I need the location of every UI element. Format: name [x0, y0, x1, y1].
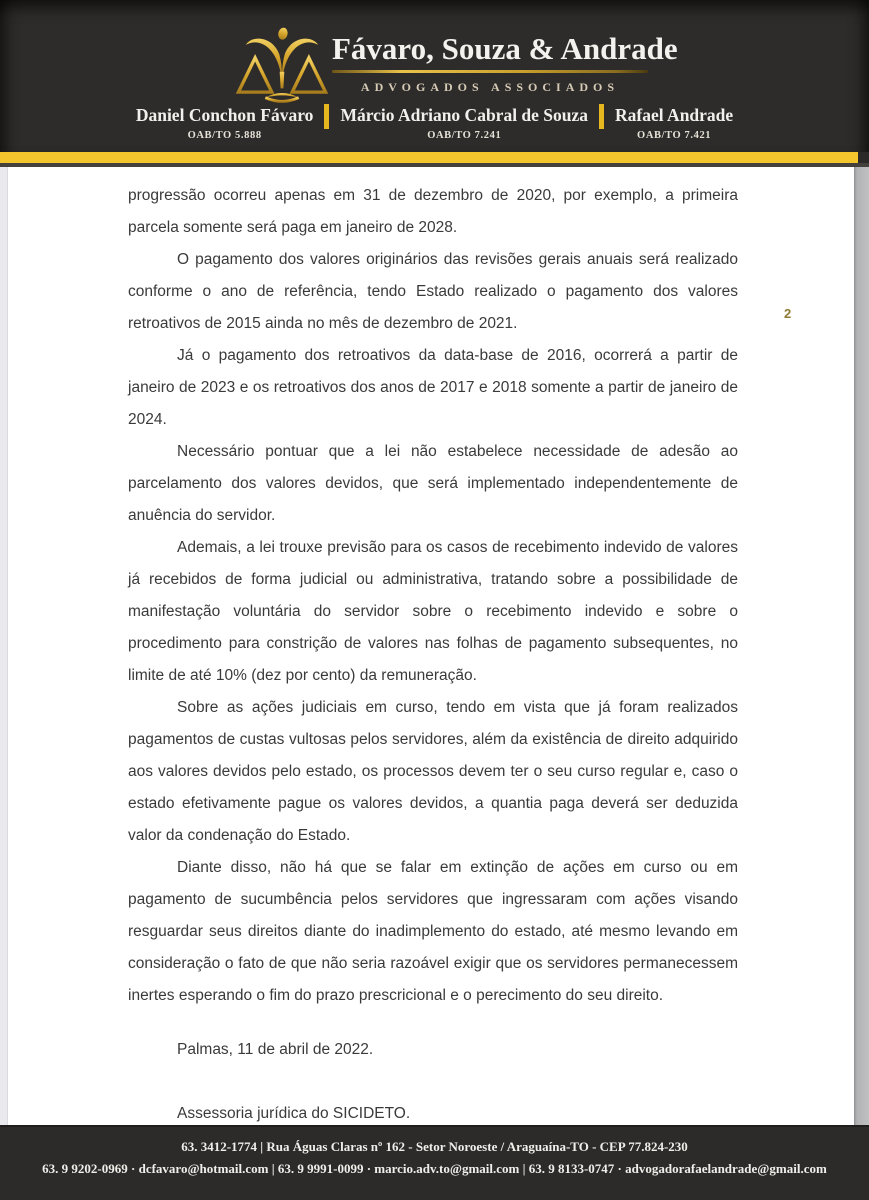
gold-divider [332, 70, 648, 73]
lawyer-oab: OAB/TO 5.888 [187, 130, 262, 141]
lawyer-oab: OAB/TO 7.241 [427, 130, 502, 141]
gold-stripe [0, 152, 869, 163]
lawyer-block [125, 103, 325, 144]
page-left-edge [0, 167, 8, 1125]
page-number: 2 [784, 306, 792, 321]
signature-line: Assessoria jurídica do SICIDETO. [177, 1105, 411, 1122]
page-right-edge [854, 167, 869, 1125]
body-paragraph: Necessário pontuar que a lei não estabelece necessidade de adesão ao parcelamento dos valores devidos, que será implementado independentemente de anuência do servidor. [128, 443, 738, 524]
footer-address-line: 63. 3412-1774 | Rua Águas Claras nº 162 - Setor Noroeste / Araguaína-TO - CEP 77.824-230 [181, 1139, 688, 1154]
firm-subtitle: ADVOGADOS ASSOCIADOS [360, 80, 620, 94]
lawyers-row [0, 103, 869, 144]
contact-footer [0, 1125, 869, 1200]
lawyer-block [604, 103, 744, 144]
brand-block [332, 30, 678, 95]
body-paragraph: Ademais, a lei trouxe previsão para os casos de recebimento indevido de valores já recebidos de forma judicial ou administrativa, tratando sobre a possibilidade de manifestação voluntária do servidor sobre o recebimento indevido e sobre o procedimento para constrição de valores nas folhas de pagamento subsequentes, no limite de até 10% (dez por cento) da remuneração. [128, 539, 738, 684]
body-paragraph: progressão ocorreu apenas em 31 de dezembro de 2020, por exemplo, a primeira parcela somente será paga em janeiro de 2028. [128, 187, 738, 236]
lawyer-block [329, 103, 599, 144]
date-line: Palmas, 11 de abril de 2022. [177, 1041, 374, 1058]
lawyer-name: Daniel Conchon Fávaro [135, 105, 314, 125]
body-paragraph: Sobre as ações judiciais em curso, tendo em vista que já foram realizados pagamentos de custas vultosas pelos servidores, além da existência de direito adquirido aos valores devidos pelo estado, os processos devem ter o seu curso regular e, caso o estado efetivamente pague os valores devidos, a quantia paga deverá ser deduzida valor da condenação do Estado. [128, 699, 738, 844]
lawyer-oab: OAB/TO 7.421 [637, 130, 712, 141]
document-body [0, 167, 869, 1125]
lawyer-name: Rafael Andrade [615, 105, 734, 125]
footer-contacts-line: 63. 9 9202-0969 · dcfavaro@hotmail.com | 63. 9 9991-0099 · marcio.adv.to@gmail.com | 63. 9 8133-0747 · advogadorafaelandrade@gmail.com [42, 1161, 827, 1176]
body-paragraph: Já o pagamento dos retroativos da data-base de 2016, ocorrerá a partir de janeiro de 2023 e os retroativos dos anos de 2017 e 2018 somente a partir de janeiro de 2024. [128, 347, 738, 428]
body-paragraph: O pagamento dos valores originários das revisões gerais anuais será realizado conforme o ano de referência, tendo Estado realizado o pagamento dos valores retroativos de 2015 ainda no mês de dezembro de 2021. [128, 251, 738, 332]
letterhead-header [0, 0, 869, 152]
scales-of-justice-icon [231, 25, 333, 111]
firm-name: Fávaro, Souza & Andrade [332, 31, 678, 66]
lawyer-name: Márcio Adriano Cabral de Souza [340, 105, 589, 125]
body-paragraph: Diante disso, não há que se falar em extinção de ações em curso ou em pagamento de sucumbência pelos servidores que ingressaram com ações visando resguardar seus direitos diante do inadimplemento do estado, até mesmo levando em consideração o fato de que não seria razoável exigir que os servidores permanecessem inertes esperando o fim do prazo prescricional e o perecimento do seu direito. [128, 859, 738, 1004]
